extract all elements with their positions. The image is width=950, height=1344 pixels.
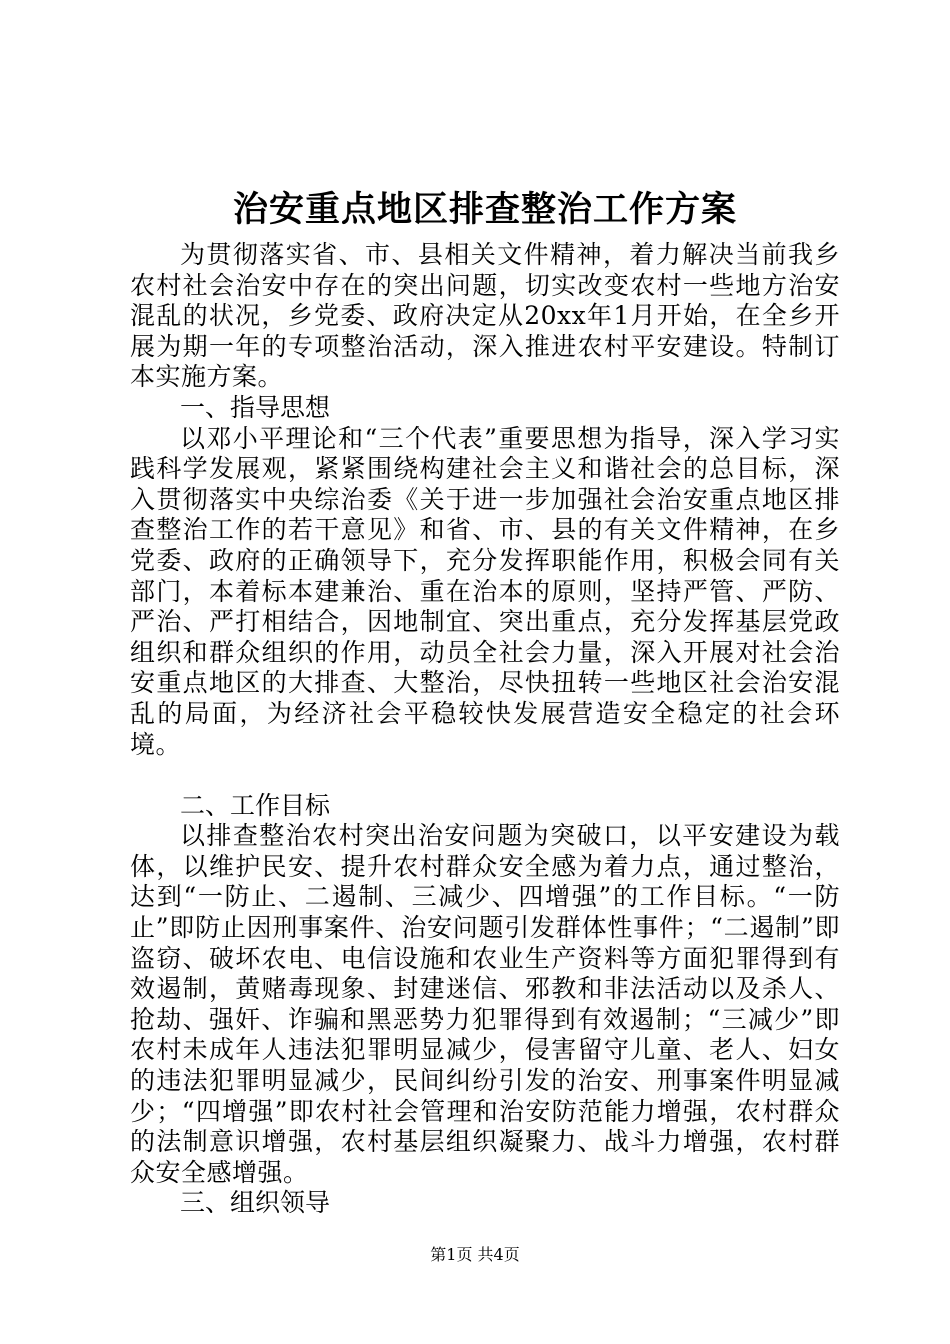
section-heading-work-goals: 二、工作目标 (180, 790, 331, 820)
page-number: 第1页 共4页 (430, 1245, 520, 1264)
paragraph-spacer (130, 760, 840, 791)
document-body (130, 240, 840, 1219)
section-heading-organization: 三、组织领导 (180, 1188, 331, 1218)
document-title: 治安重点地区排查整治工作方案 (232, 189, 737, 230)
intro-paragraph: 为贯彻落实省、市、县相关文件精神，着力解决当前我乡农村社会治安中存在的突出问题，切实改变农村一些地方治安混乱的状况，乡党委、政府决定从20xx年1月开始，在全乡开展为期一年的专项整治活动，深入推进农村平安建设。特制订本实施方案。 (130, 240, 840, 392)
section-paragraph-work-goals: 以排查整治农村突出治安问题为突破口，以平安建设为载体，以维护民安、提升农村群众安全感为着力点，通过整治，达到“一防止、二遏制、三减少、四增强”的工作目标。“一防止”即防止因刑事案件、治安问题引发群体性事件；“二遏制”即盗窃、破坏农电、电信设施和农业生产资料等方面犯罪得到有效遏制，黄赌毒现象、封建迷信、邪教和非法活动以及杀人、抢劫、强奸、诈骗和黑恶势力犯罪得到有效遏制；“三减少”即农村未成年人违法犯罪明显减少，侵害留守儿童、老人、妇女的违法犯罪明显减少，民间纠纷引发的治安、刑事案件明显减少；“四增强”即农村社会管理和治安防范能力增强，农村群众的法制意识增强，农村基层组织凝聚力、战斗力增强，农村群众安全感增强。 (130, 821, 840, 1187)
document-page (130, 0, 840, 1344)
section-heading-guiding-ideology: 一、指导思想 (180, 392, 331, 422)
page-footer (0, 1244, 950, 1266)
section-paragraph-guiding-ideology: 以邓小平理论和“三个代表”重要思想为指导，深入学习实践科学发展观，紧紧围绕构建社会主义和谐社会的总目标，深入贯彻落实中央综治委《关于进一步加强社会治安重点地区排查整治工作的若干意见》和省、市、县的有关文件精神，在乡党委、政府的正确领导下，充分发挥职能作用，积极会同有关部门，本着标本建兼治、重在治本的原则，坚持严管、严防、严治、严打相结合，因地制宜、突出重点，充分发挥基层党政组织和群众组织的作用，动员全社会力量，深入开展对社会治安重点地区的大排查、大整治，尽快扭转一些地区社会治安混乱的局面，为经济社会平稳较快发展营造安全稳定的社会环境。 (130, 423, 840, 759)
